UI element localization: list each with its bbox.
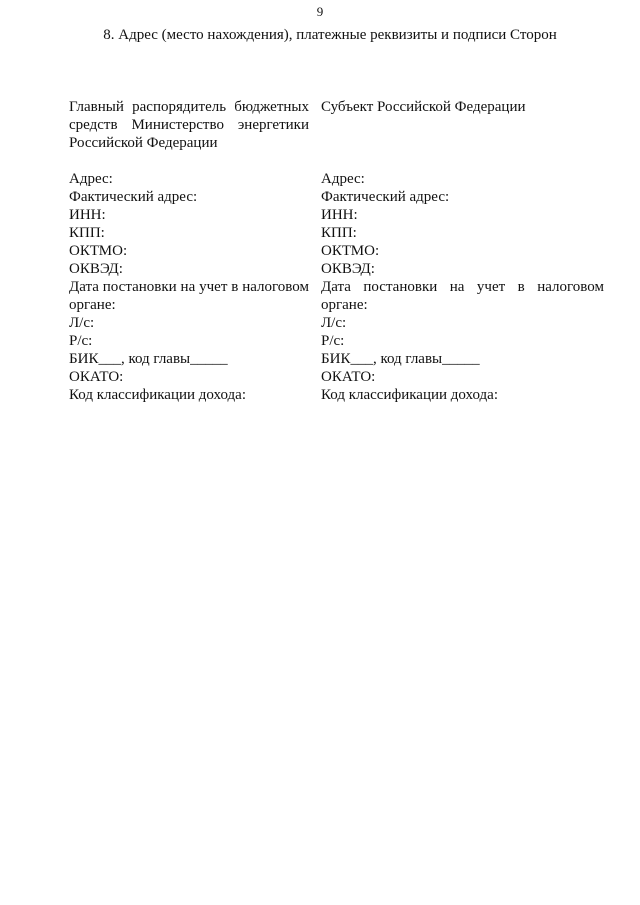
right-field-bik-head-code: БИК___, код главы_____: [321, 351, 480, 367]
left-field-settlement-account: Р/с:: [69, 333, 93, 349]
left-field-income-classification-code: Код классификации дохода:: [69, 387, 246, 403]
right-party-column: [321, 98, 604, 404]
left-field-personal-account: Л/с:: [69, 315, 95, 331]
left-field-actual-address: Фактический адрес:: [69, 189, 198, 205]
right-field-income-classification-code: Код классификации дохода:: [321, 387, 498, 403]
right-field-tax-registration-date: Дата постановки на учет в налоговом органе:: [321, 279, 604, 313]
right-party-name: Субъект Российской Федерации: [321, 99, 526, 115]
section-title: 8. Адрес (место нахождения), платежные реквизиты и подписи Сторон: [103, 27, 557, 43]
left-field-bik-head-code: БИК___, код главы_____: [69, 351, 228, 367]
left-field-okved: ОКВЭД:: [69, 261, 123, 277]
right-field-actual-address: Фактический адрес:: [321, 189, 450, 205]
page-number: 9: [316, 4, 324, 19]
left-field-address: Адрес:: [69, 171, 113, 187]
left-party-name: Главный распорядитель бюджетных средств Министерство энергетики Российской Федерации: [69, 99, 309, 151]
right-field-settlement-account: Р/с:: [321, 333, 345, 349]
right-field-okved: ОКВЭД:: [321, 261, 375, 277]
right-field-okato: ОКАТО:: [321, 369, 376, 385]
right-field-inn: ИНН:: [321, 207, 358, 223]
left-field-okato: ОКАТО:: [69, 369, 124, 385]
left-field-inn: ИНН:: [69, 207, 106, 223]
left-field-oktmo: ОКТМО:: [69, 243, 128, 259]
left-field-tax-registration-date: Дата постановки на учет в налоговом органе:: [69, 279, 309, 313]
left-party-column: [69, 98, 309, 404]
right-field-personal-account: Л/с:: [321, 315, 347, 331]
right-field-kpp: КПП:: [321, 225, 357, 241]
left-field-kpp: КПП:: [69, 225, 105, 241]
right-field-address: Адрес:: [321, 171, 365, 187]
right-field-oktmo: ОКТМО:: [321, 243, 380, 259]
